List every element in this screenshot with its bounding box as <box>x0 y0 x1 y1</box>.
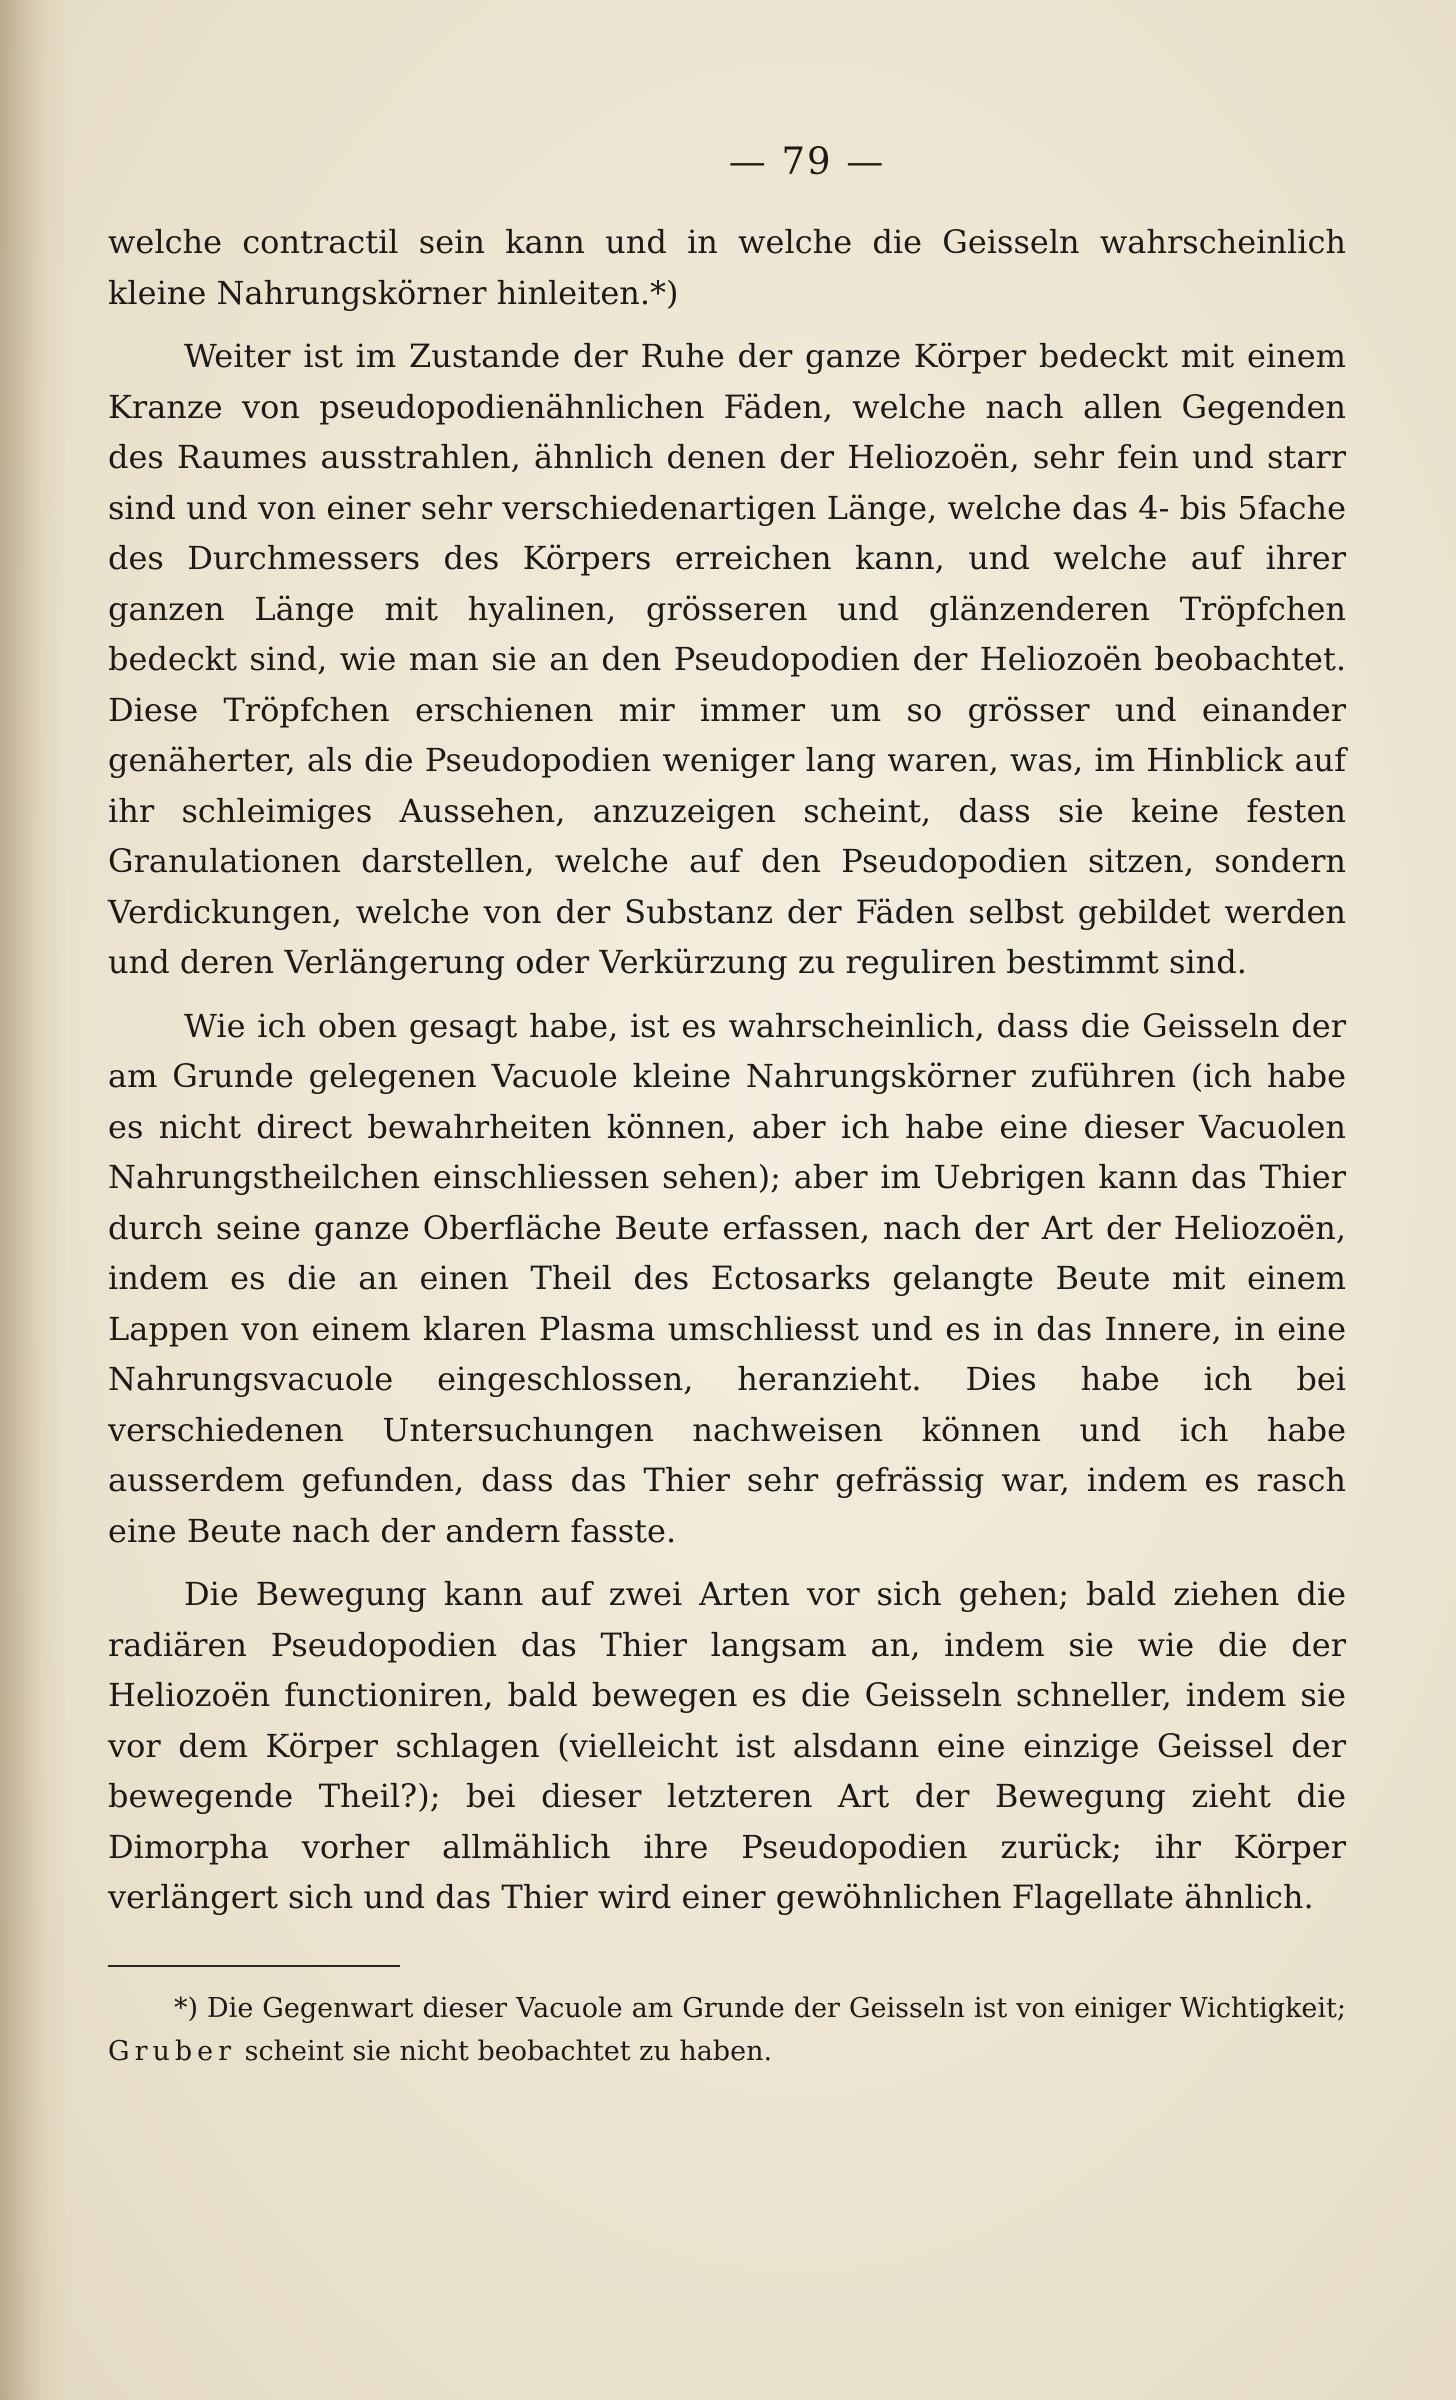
footnote-text-end: scheint sie nicht beobachtet zu haben. <box>236 2035 773 2067</box>
paragraph-4: Die Bewegung kann auf zwei Arten vor sich gehen; bald ziehen die radiären Pseudopodien das Thier langsam an, indem sie wie die der Heliozoën functioniren, bald bewegen es die Geisseln schneller, indem sie vor dem Körper schlagen (vielleicht ist alsdann eine einzige Geissel der bewegende Theil?); bei dieser letzteren Art der Bewegung zieht die Dimorpha vorher allmählich ihre Pseudopodien zurück; ihr Körper verlängert sich und das Thier wird einer gewöhnlichen Flagellate ähnlich. <box>108 1575 1346 1916</box>
footnote-text-start: *) Die Gegenwart dieser Vacuole am Grunde der Geisseln ist von einiger Wichtigkeit; <box>174 1992 1346 2024</box>
footnote-author-name: Gruber <box>108 2035 237 2067</box>
footnote-rule <box>108 1965 400 1967</box>
binding-shadow <box>0 0 70 2400</box>
text-block <box>108 140 1346 2073</box>
page-number: — 79 — <box>728 140 886 183</box>
footnote <box>108 1987 1346 2073</box>
paragraph-3: Wie ich oben gesagt habe, ist es wahrscheinlich, dass die Geisseln der am Grunde gelegenen Vacuole kleine Nahrungskörner zuführen (ich habe es nicht direct bewahrheiten können, aber ich habe eine dieser Vacuolen Nahrungstheilchen einschliessen sehen); aber im Uebrigen kann das Thier durch seine ganze Oberfläche Beute erfassen, nach der Art der Heliozoën, indem es die an einen Theil des Ectosarks gelangte Beute mit einem Lappen von einem klaren Plasma umschliesst und es in das Innere, in eine Nahrungsvacuole eingeschlossen, heranzieht. Dies habe ich bei verschiedenen Untersuchungen nachweisen können und ich habe ausserdem gefunden, dass das Thier sehr gefrässig war, indem es rasch eine Beute nach der andern fasste. <box>108 1006 1346 1550</box>
paragraph-1: welche contractil sein kann und in welche die Geisseln wahrscheinlich kleine Nahrungskörner hinleiten.*) <box>108 223 1346 312</box>
paragraph-2: Weiter ist im Zustande der Ruhe der ganze Körper bedeckt mit einem Kranze von pseudopodienähnlichen Fäden, welche nach allen Gegenden des Raumes ausstrahlen, ähnlich denen der Heliozoën, sehr fein und starr sind und von einer sehr verschiedenartigen Länge, welche das 4- bis 5fache des Durchmessers des Körpers erreichen kann, und welche auf ihrer ganzen Länge mit hyalinen, grösseren und glänzenderen Tröpfchen bedeckt sind, wie man sie an den Pseudopodien der Heliozoën beobachtet. Diese Tröpfchen erschienen mir immer um so grösser und einander genäherter, als die Pseudopodien weniger lang waren, was, im Hinblick auf ihr schleimiges Aussehen, anzuzeigen scheint, dass sie keine festen Granulationen darstellen, welche auf den Pseudopodien sitzen, sondern Verdickungen, welche von der Substanz der Fäden selbst gebildet werden und deren Verlängerung oder Verkürzung zu reguliren bestimmt sind. <box>108 337 1346 981</box>
